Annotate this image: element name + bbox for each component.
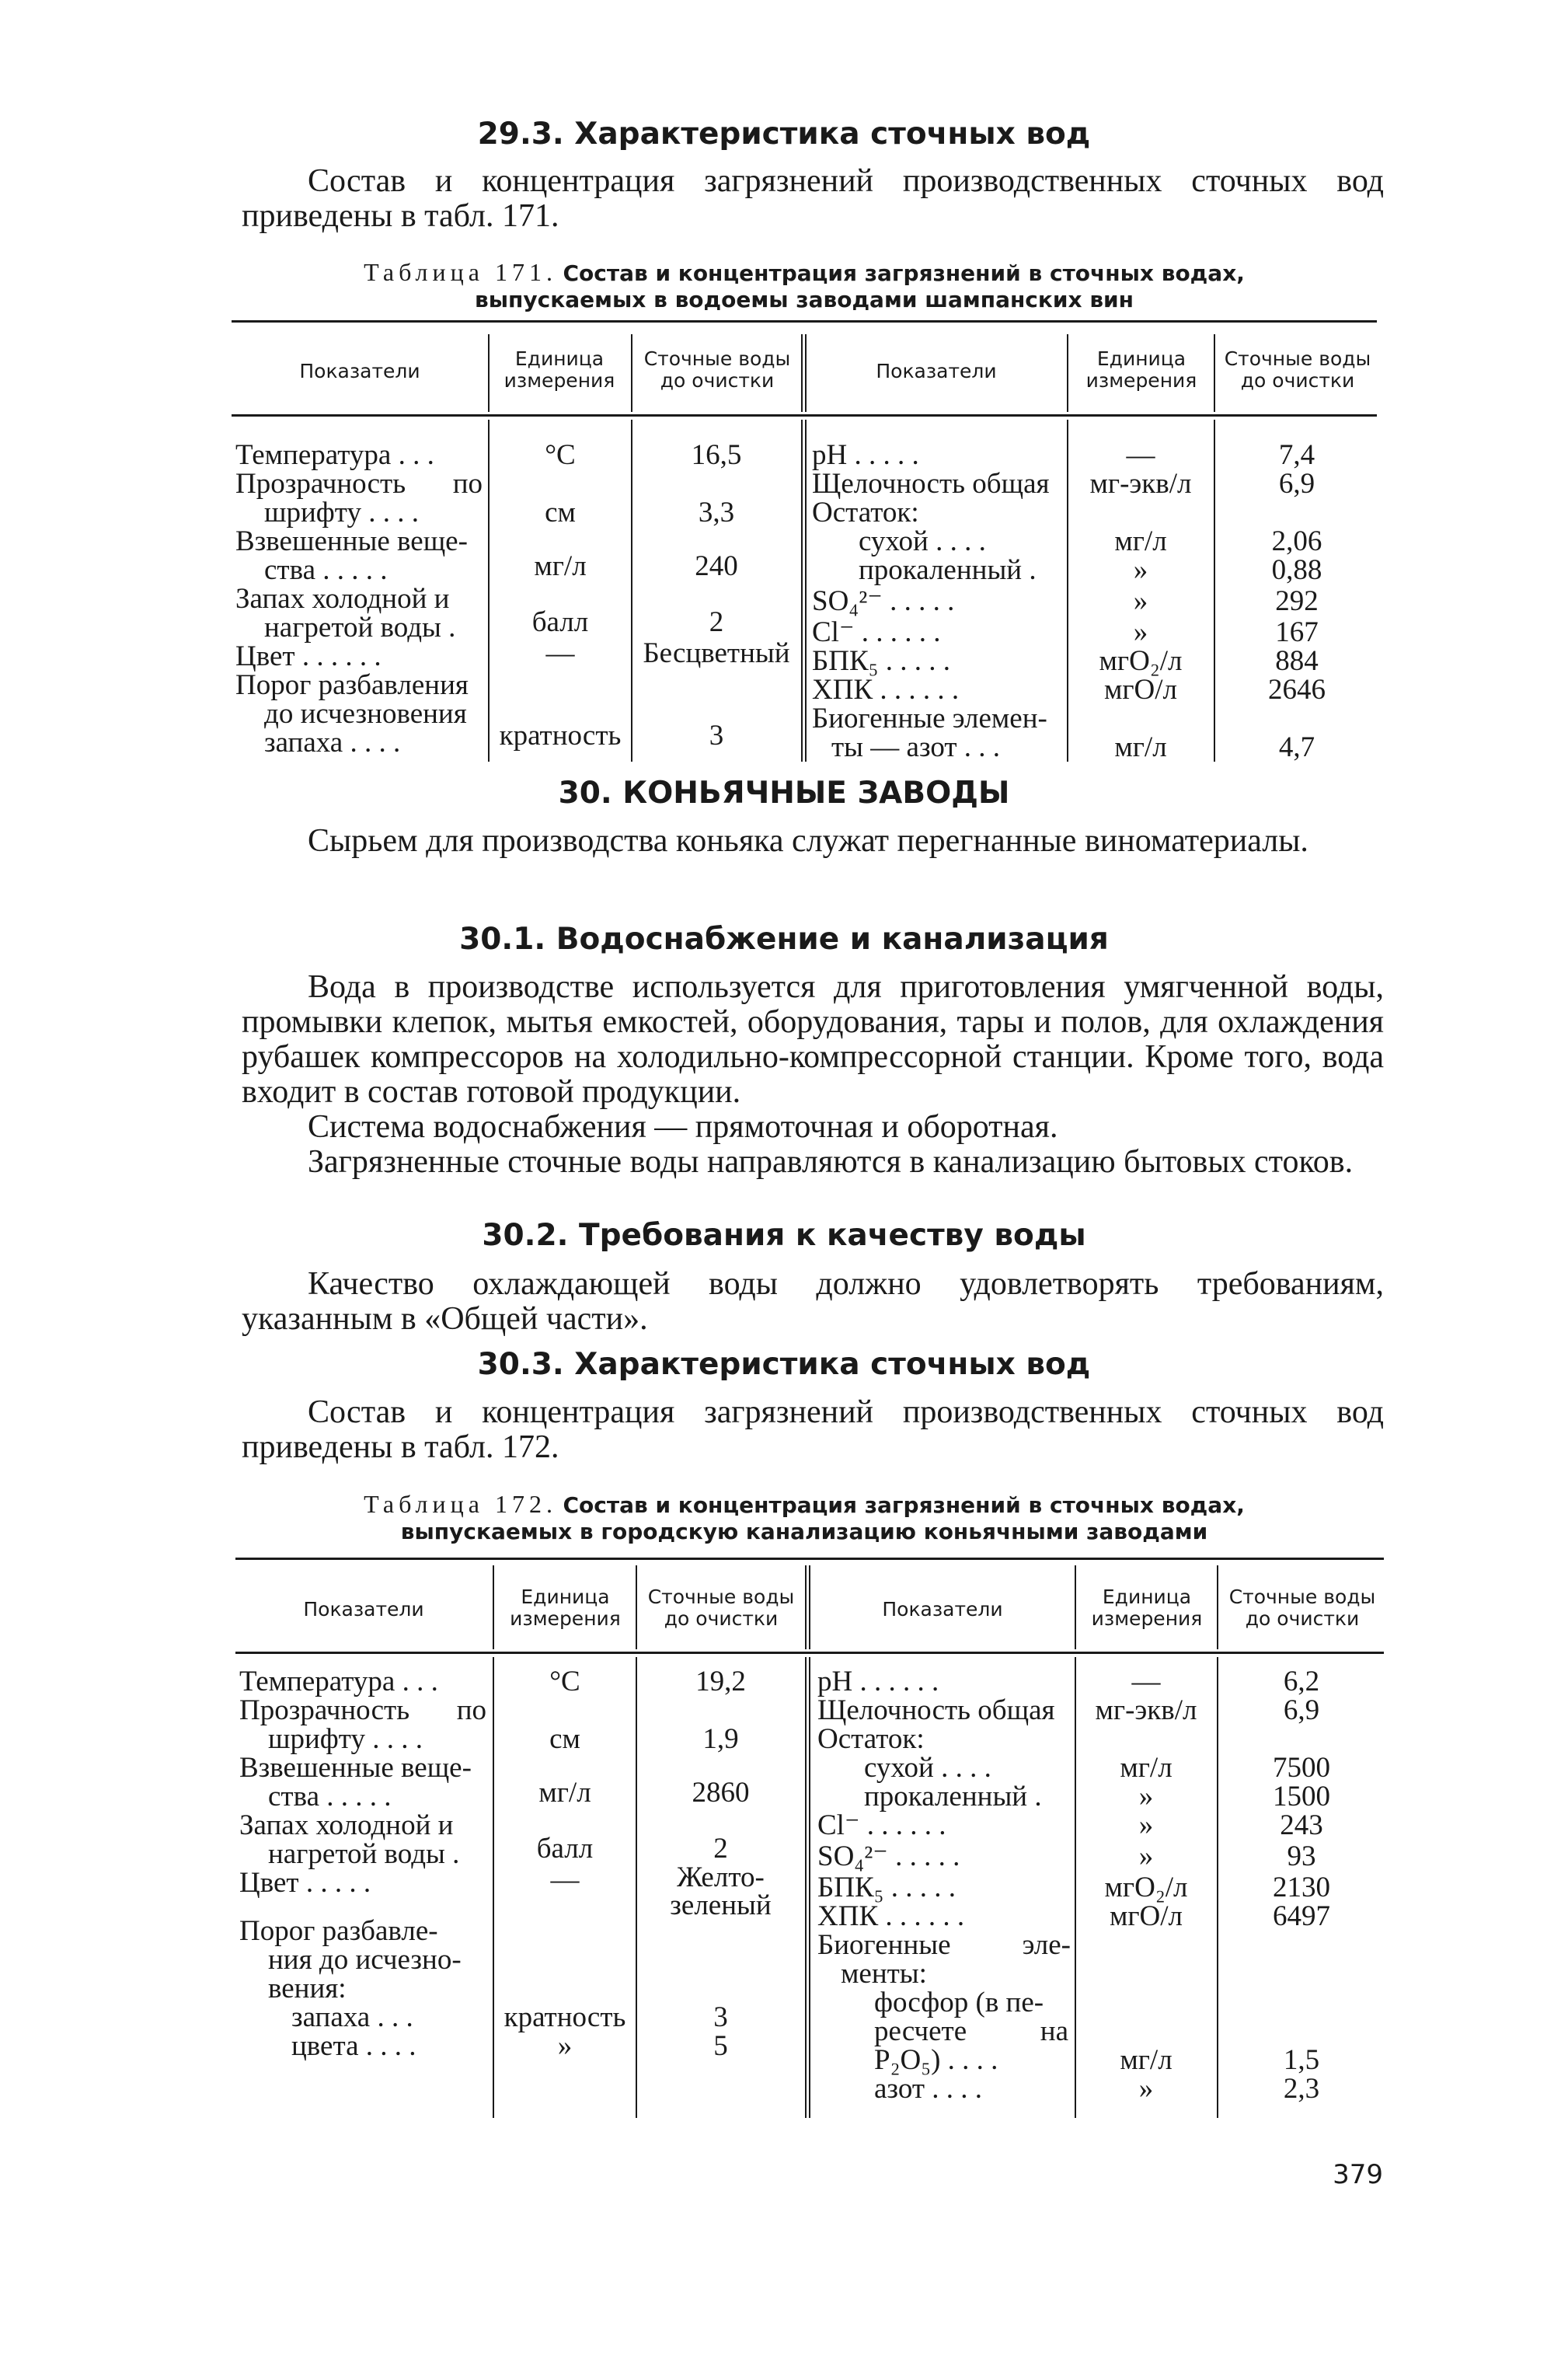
paragraph-30-1-b: Система водоснабжения — прямоточная и оборотная. (308, 1109, 1058, 1145)
table-171-cell: Остаток: (812, 497, 919, 529)
table-172-cell: SO₄²⁻ . . . . . (817, 1840, 960, 1872)
table-172-cell: мг/л (538, 1777, 591, 1809)
table-171-cell: » (1133, 585, 1148, 617)
table-171-cell: 292 (1275, 585, 1319, 617)
table-172-cell: — (1131, 1666, 1161, 1697)
table-172-vline (1217, 1657, 1218, 2118)
table-171-vline (1214, 420, 1215, 762)
table-171-caption (233, 259, 1375, 313)
section-heading-30-3: 30.3. Характеристика сточных вод (477, 1347, 1091, 1382)
table-171-cell: 240 (695, 550, 738, 582)
table-171-cell: балл (531, 606, 589, 638)
table-171-cell: 6,9 (1278, 468, 1315, 500)
table-172-cell: P₂O₅) . . . . (874, 2044, 998, 2076)
table-172-vline (809, 1565, 810, 1649)
table-171-top-rule (232, 320, 1377, 323)
table-171-vline (801, 334, 803, 412)
table-172-cell: БПК₅ . . . . . (817, 1872, 956, 1903)
table-171-vline (488, 334, 490, 412)
table-172-cell: Температура . . . (239, 1666, 438, 1697)
table-172-vline (636, 1657, 637, 2118)
table-172-cell: 19,2 (695, 1666, 746, 1697)
table-171-header: Сточные воды до очистки (643, 347, 791, 392)
table-172-cell: — (550, 1864, 580, 1896)
table-172-cell: нагретой воды . (268, 1838, 460, 1870)
table-171-vline (805, 334, 807, 412)
table-171-caption-line1: Состав и концентрация загрязнений в сточных водах, (563, 260, 1245, 286)
table-171-cell: Cl⁻ . . . . . . (812, 616, 941, 648)
table-172-cell: pH . . . . . . (817, 1666, 939, 1697)
table-172-cell: 5 (713, 2030, 728, 2062)
table-171-label: Таблица 171. (364, 258, 557, 286)
table-172-cell: фосфор (в пе- (874, 1987, 1044, 2018)
table-172-header: Единица измерения (510, 1586, 621, 1630)
table-172-header: Единица измерения (1091, 1586, 1203, 1630)
table-172-header: Сточные воды до очистки (1228, 1586, 1376, 1630)
table-172-cell: шрифту . . . . (268, 1723, 423, 1755)
table-172-header-rule (235, 1652, 1384, 1654)
table-172-cell: 93 (1287, 1840, 1316, 1872)
table-171-vline (488, 420, 490, 762)
table-172-cell: 6,9 (1283, 1694, 1320, 1726)
table-172-cell: балл (536, 1833, 594, 1865)
table-172-caption (233, 1491, 1375, 1545)
table-172-top-rule (235, 1558, 1384, 1560)
table-172-cell: °С (549, 1666, 580, 1697)
table-171-cell: Порог разбавления (235, 669, 469, 701)
table-172-cell: прокаленный . (864, 1781, 1042, 1812)
table-172-cell: 2 (713, 1833, 728, 1865)
table-171-cell: ты — азот . . . (831, 731, 1001, 763)
table-172-cell: » (1138, 1781, 1154, 1812)
table-172-cell: ресчете на (874, 2015, 1068, 2047)
table-171-cell: 3 (709, 720, 724, 752)
table-172-cell: 6497 (1273, 1900, 1330, 1932)
table-171-cell: 2 (709, 606, 724, 638)
table-171-cell: Прозрачность по (235, 468, 483, 500)
table-171-cell: прокаленный . (859, 554, 1037, 586)
table-171-cell: Бесцветный (643, 637, 790, 669)
table-172-cell: » (1138, 1809, 1154, 1841)
paragraph-29-3: Состав и концентрация загрязнений производственных сточных вод приведены в табл. 171. (242, 163, 1384, 234)
table-172-cell: » (557, 2030, 573, 2062)
table-172-vline (805, 1657, 807, 2118)
table-171-cell: 16,5 (691, 439, 742, 471)
table-172-vline (636, 1565, 637, 1649)
table-172-cell: 1,5 (1283, 2044, 1320, 2076)
table-171-caption-line2: выпускаемых в водоемы заводами шампанских вин (474, 287, 1134, 312)
table-171-cell: шрифту . . . . (264, 497, 419, 529)
table-172-cell: ства . . . . . (268, 1781, 392, 1812)
table-172-cell: 1,9 (702, 1723, 739, 1755)
table-171-cell: Биогенные элемен- (812, 703, 1047, 734)
table-171-header-rule (232, 414, 1377, 417)
table-172-header: Сточные воды до очистки (647, 1586, 795, 1630)
table-172-header: Показатели (882, 1598, 1003, 1621)
paragraph-30-1-c: Загрязненные сточные воды направляются в канализацию бытовых стоков. (308, 1144, 1354, 1180)
table-171-cell: мг/л (534, 550, 587, 582)
table-171-cell: нагретой воды . (264, 612, 456, 644)
table-172-cell: мг/л (1120, 2044, 1173, 2076)
table-171-cell: SO₄²⁻ . . . . . (812, 585, 955, 617)
table-172-cell: 3 (713, 2001, 728, 2033)
table-171-cell: см (545, 497, 576, 529)
table-172-cell: ХПК . . . . . . (817, 1900, 965, 1932)
table-171-cell: 0,88 (1271, 554, 1322, 586)
paragraph-30: Сырьем для производства коньяка служат перегнанные виноматериалы. (308, 823, 1308, 859)
table-172-vline (1075, 1657, 1076, 2118)
table-171-vline (631, 420, 632, 762)
table-171-vline (1214, 334, 1215, 412)
table-172-cell: Взвешенные веще- (239, 1752, 472, 1784)
paragraph-30-1-a: Вода в производстве используется для приготовления умягченной воды, промывки клепок, мытья емкостей, оборудования, тары и полов, для охлаждения рубашек компрессоров на холодильно-компрессорной станции. Кроме того, вода входит в состав готовой продукции. (242, 969, 1384, 1110)
table-171-cell: pH . . . . . (812, 439, 919, 471)
table-172-cell: 2860 (692, 1777, 750, 1809)
paragraph-30-3: Состав и концентрация загрязнений производственных сточных вод приведены в табл. 172. (242, 1394, 1384, 1465)
table-172-cell: Щелочность общая (817, 1694, 1055, 1726)
table-172-cell: мг-экв/л (1095, 1694, 1197, 1726)
table-172-cell: 6,2 (1283, 1666, 1320, 1697)
table-172-cell: 2130 (1273, 1872, 1330, 1903)
table-172-caption-line2: выпускаемых в городскую канализацию коньячными заводами (400, 1519, 1208, 1544)
table-171-header: Показатели (876, 360, 997, 382)
table-171-cell: 2,06 (1271, 525, 1322, 557)
table-171-cell: 884 (1275, 645, 1319, 677)
table-171-header: Сточные воды до очистки (1224, 347, 1371, 392)
table-172-cell: мг/л (1120, 1752, 1173, 1784)
table-171-cell: до исчезновения (264, 698, 467, 730)
table-171-vline (805, 420, 807, 762)
table-171-cell: запаха . . . . (264, 727, 401, 759)
table-171-cell: 3,3 (698, 497, 735, 529)
table-171-vline (1067, 420, 1068, 762)
table-171-cell: Цвет . . . . . . (235, 640, 382, 672)
table-171-cell: Взвешенные веще- (235, 525, 468, 557)
table-171-header: Показатели (299, 360, 420, 382)
table-171-cell: Температура . . . (235, 439, 434, 471)
table-172-cell: мгО₂/л (1104, 1872, 1188, 1903)
table-172-vline (1217, 1565, 1218, 1649)
table-171-vline (1067, 334, 1068, 412)
table-172-cell: Желто- (677, 1861, 765, 1893)
paragraph-30-2: Качество охлаждающей воды должно удовлетворять требованиям, указанным в «Общей части». (242, 1266, 1384, 1337)
table-172-cell: азот . . . . (874, 2073, 983, 2105)
table-171-cell: 7,4 (1278, 439, 1315, 471)
page-number: 379 (1333, 2159, 1383, 2190)
table-171-header: Единица измерения (1085, 347, 1197, 392)
section-heading-29-3: 29.3. Характеристика сточных вод (477, 117, 1091, 152)
table-172-cell: Cl⁻ . . . . . . (817, 1809, 946, 1841)
table-172-cell: цвета . . . . (291, 2030, 416, 2062)
table-172-cell: 243 (1280, 1809, 1323, 1841)
table-172-cell: Остаток: (817, 1723, 925, 1755)
table-171-cell: мг/л (1114, 731, 1167, 763)
table-171-cell: ХПК . . . . . . (812, 674, 960, 706)
table-172-cell: Биогенные эле- (817, 1929, 1071, 1961)
table-172-vline (493, 1657, 494, 2118)
table-172-vline (805, 1565, 807, 1649)
table-172-cell: ния до исчезно- (268, 1944, 462, 1976)
table-172-cell: запаха . . . (291, 2001, 413, 2033)
table-172-cell: мгО/л (1109, 1900, 1183, 1932)
table-172-cell: 1500 (1273, 1781, 1330, 1812)
table-172-cell: вения: (268, 1973, 347, 2004)
table-172-cell: кратность (504, 2001, 626, 2033)
table-172-cell: Прозрачность по (239, 1694, 486, 1726)
table-171-cell: — (545, 637, 575, 669)
table-172-cell: 2,3 (1283, 2073, 1320, 2105)
table-171-cell: — (1126, 439, 1155, 471)
table-171-cell: мг/л (1114, 525, 1167, 557)
section-heading-30-1: 30.1. Водоснабжение и канализация (459, 922, 1109, 957)
table-172-caption-line1: Состав и концентрация загрязнений в сточных водах, (563, 1492, 1245, 1518)
table-171-cell: 4,7 (1278, 731, 1315, 763)
table-171-cell: БПК₅ . . . . . (812, 645, 951, 677)
table-172-vline (1075, 1565, 1076, 1649)
table-171-cell: мг-экв/л (1089, 468, 1192, 500)
table-172-cell: Цвет . . . . . (239, 1867, 371, 1899)
table-172-cell: Запах холодной и (239, 1809, 454, 1841)
section-heading-30: 30. КОНЬЯЧНЫЕ ЗАВОДЫ (558, 776, 1010, 811)
table-172-cell: Порог разбавле- (239, 1915, 438, 1947)
table-171-cell: » (1133, 616, 1148, 648)
table-171-cell: 2646 (1268, 674, 1326, 706)
table-171-header: Единица измерения (504, 347, 615, 392)
table-171-cell: » (1133, 554, 1148, 586)
table-171-cell: кратность (499, 720, 622, 752)
table-172-cell: см (549, 1723, 580, 1755)
table-172-cell: менты: (841, 1958, 927, 1990)
table-172-cell: сухой . . . . (864, 1752, 991, 1784)
table-171-cell: мгО/л (1103, 674, 1178, 706)
table-172-label: Таблица 172. (364, 1490, 557, 1518)
table-172-cell: 7500 (1273, 1752, 1330, 1784)
table-172-header: Показатели (303, 1598, 424, 1621)
table-172-vline (493, 1565, 494, 1649)
table-171-cell: ства . . . . . (264, 554, 388, 586)
section-heading-30-2: 30.2. Требования к качеству воды (482, 1218, 1086, 1253)
table-172-vline (809, 1657, 810, 2118)
table-171-cell: Щелочность общая (812, 468, 1050, 500)
table-172-cell: » (1138, 1840, 1154, 1872)
table-171-cell: мгО₂/л (1099, 645, 1183, 677)
table-171-cell: Запах холодной и (235, 583, 450, 615)
table-171-vline (631, 334, 632, 412)
table-171-vline (801, 420, 803, 762)
table-172-cell: » (1138, 2073, 1154, 2105)
table-171-cell: 167 (1275, 616, 1319, 648)
table-171-cell: сухой . . . . (859, 525, 986, 557)
table-172-cell: зеленый (670, 1889, 772, 1921)
table-171-cell: °С (545, 439, 576, 471)
